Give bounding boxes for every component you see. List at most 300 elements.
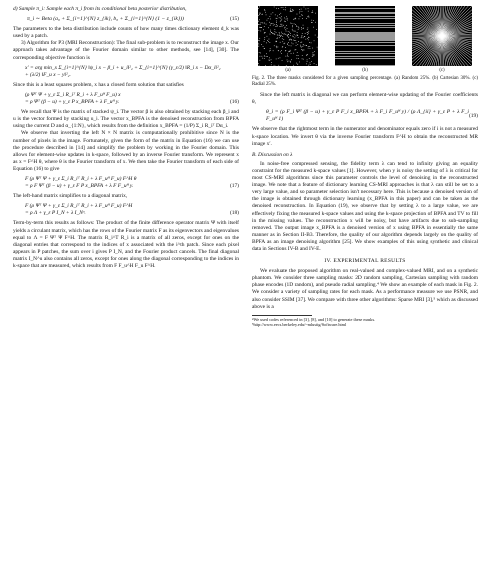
random-sample-dot bbox=[316, 64, 317, 65]
random-sample-dot bbox=[314, 51, 315, 52]
random-sample-dot bbox=[288, 36, 289, 37]
random-sample-dot bbox=[304, 36, 305, 37]
random-sample-dot bbox=[292, 11, 293, 12]
random-sample-dot bbox=[286, 16, 287, 17]
random-sample-dot bbox=[307, 34, 308, 35]
random-sample-dot bbox=[306, 55, 307, 56]
random-sample-dot bbox=[295, 40, 296, 41]
random-sample-dot bbox=[262, 23, 263, 24]
random-sample-dot bbox=[280, 42, 281, 43]
equation-18-line2: = ρ Λ + γ_ε P I_N + λ I_Nᵘ. bbox=[25, 210, 86, 217]
random-sample-dot bbox=[305, 33, 306, 34]
random-sample-dot bbox=[259, 38, 260, 39]
random-sample-dot bbox=[308, 40, 309, 41]
random-sample-dot bbox=[308, 37, 309, 38]
random-sample-dot bbox=[281, 19, 282, 20]
random-sample-dot bbox=[278, 35, 279, 36]
random-sample-dot bbox=[289, 51, 290, 52]
random-sample-dot bbox=[270, 42, 271, 43]
random-sample-dot bbox=[301, 42, 302, 43]
mask-random-image bbox=[258, 6, 318, 66]
random-sample-dot bbox=[259, 13, 260, 14]
random-sample-dot bbox=[280, 24, 281, 25]
random-sample-dot bbox=[269, 58, 270, 59]
random-sample-dot bbox=[308, 46, 309, 47]
random-sample-dot bbox=[283, 25, 284, 26]
random-sample-dot bbox=[313, 55, 314, 56]
random-sample-dot bbox=[280, 21, 281, 22]
random-sample-dot bbox=[266, 43, 267, 44]
cartesian-sample-line bbox=[335, 16, 395, 17]
random-sample-dot bbox=[294, 31, 295, 32]
random-sample-dot bbox=[296, 45, 297, 46]
random-sample-dot bbox=[261, 27, 262, 28]
random-sample-dot bbox=[276, 22, 277, 23]
random-sample-dot bbox=[266, 15, 267, 16]
random-sample-dot bbox=[287, 61, 288, 62]
random-sample-dot bbox=[275, 29, 276, 30]
random-sample-dot bbox=[297, 26, 298, 27]
random-sample-dot bbox=[272, 33, 273, 34]
cartesian-sample-line bbox=[335, 53, 395, 54]
random-sample-dot bbox=[274, 65, 275, 66]
random-sample-dot bbox=[297, 44, 298, 45]
random-sample-dot bbox=[280, 13, 281, 14]
random-sample-dot bbox=[277, 18, 278, 19]
random-sample-dot bbox=[288, 51, 289, 52]
random-sample-dot bbox=[270, 19, 271, 20]
random-sample-dot bbox=[285, 34, 286, 35]
random-sample-dot bbox=[307, 54, 308, 55]
equation-objective-line1: x′ = arg min_x Σ_{i=1}^{N} ‖ψ_i x − β_i + u_i‖²₂ + Σ_{i=1}^{N} (γ_ε/2) ‖R_i x − Dα_i‖²₂ bbox=[25, 64, 221, 71]
random-sample-dot bbox=[302, 33, 303, 34]
random-sample-dot bbox=[267, 20, 268, 21]
random-sample-dot bbox=[301, 49, 302, 50]
random-sample-dot bbox=[285, 47, 286, 48]
random-sample-dot bbox=[271, 14, 272, 15]
random-sample-dot bbox=[290, 33, 291, 34]
random-sample-dot bbox=[292, 27, 293, 28]
random-sample-dot bbox=[261, 44, 262, 45]
random-sample-dot bbox=[275, 31, 276, 32]
random-sample-dot bbox=[297, 52, 298, 53]
random-sample-dot bbox=[275, 34, 276, 35]
random-sample-dot bbox=[295, 24, 296, 25]
random-sample-dot bbox=[309, 46, 310, 47]
left-column bbox=[13, 6, 239, 270]
random-sample-dot bbox=[270, 31, 271, 32]
random-sample-dot bbox=[265, 10, 266, 11]
random-sample-dot bbox=[288, 31, 289, 32]
random-sample-dot bbox=[307, 61, 308, 62]
random-sample-dot bbox=[276, 46, 277, 47]
random-sample-dot bbox=[285, 29, 286, 30]
random-sample-dot bbox=[287, 18, 288, 19]
random-sample-dot bbox=[313, 52, 314, 53]
random-sample-dot bbox=[289, 45, 290, 46]
random-sample-dot bbox=[306, 18, 307, 19]
random-sample-dot bbox=[309, 42, 310, 43]
random-sample-dot bbox=[264, 37, 265, 38]
random-sample-dot bbox=[271, 65, 272, 66]
random-sample-dot bbox=[269, 51, 270, 52]
random-sample-dot bbox=[293, 30, 294, 31]
random-sample-dot bbox=[313, 54, 314, 55]
cartesian-sample-line bbox=[335, 33, 395, 34]
random-sample-dot bbox=[289, 61, 290, 62]
random-sample-dot bbox=[274, 7, 275, 8]
random-sample-dot bbox=[298, 29, 299, 30]
random-sample-dot bbox=[291, 53, 292, 54]
random-sample-dot bbox=[287, 35, 288, 36]
random-sample-dot bbox=[262, 14, 263, 15]
random-sample-dot bbox=[259, 7, 260, 8]
random-sample-dot bbox=[301, 37, 302, 38]
random-sample-dot bbox=[297, 64, 298, 65]
random-sample-dot bbox=[294, 34, 295, 35]
random-sample-dot bbox=[276, 24, 277, 25]
random-sample-dot bbox=[302, 59, 303, 60]
random-sample-dot bbox=[303, 59, 304, 60]
random-sample-dot bbox=[281, 26, 282, 27]
random-sample-dot bbox=[293, 65, 294, 66]
subsection-heading: B. Discussion on λ bbox=[252, 151, 293, 158]
random-sample-dot bbox=[276, 26, 277, 27]
random-sample-dot bbox=[301, 27, 302, 28]
random-sample-dot bbox=[280, 52, 281, 53]
random-sample-dot bbox=[275, 15, 276, 16]
random-sample-dot bbox=[306, 45, 307, 46]
equation-18 bbox=[13, 203, 239, 217]
random-sample-dot bbox=[314, 55, 315, 56]
random-sample-dot bbox=[314, 63, 315, 64]
paragraph-left-matrix: The left-hand matrix simplifies to a diagonal matrix, bbox=[13, 193, 128, 200]
random-sample-dot bbox=[307, 60, 308, 61]
random-sample-dot bbox=[264, 9, 265, 10]
random-sample-dot bbox=[264, 33, 265, 34]
random-sample-dot bbox=[289, 32, 290, 33]
random-sample-dot bbox=[258, 40, 259, 41]
random-sample-dot bbox=[296, 26, 297, 27]
random-sample-dot bbox=[284, 28, 285, 29]
random-sample-dot bbox=[307, 32, 308, 33]
random-sample-dot bbox=[274, 34, 275, 35]
random-sample-dot bbox=[266, 53, 267, 54]
random-sample-dot bbox=[307, 29, 308, 30]
random-sample-dot bbox=[297, 55, 298, 56]
random-sample-dot bbox=[270, 16, 271, 17]
random-sample-dot bbox=[302, 18, 303, 19]
cartesian-sample-line bbox=[335, 34, 395, 35]
random-sample-dot bbox=[267, 40, 268, 41]
random-sample-dot bbox=[285, 51, 286, 52]
equation-objective bbox=[13, 65, 239, 79]
random-sample-dot bbox=[269, 60, 270, 61]
random-sample-dot bbox=[259, 65, 260, 66]
cartesian-sample-line bbox=[335, 65, 395, 66]
random-sample-dot bbox=[282, 36, 283, 37]
random-sample-dot bbox=[260, 24, 261, 25]
random-sample-dot bbox=[282, 24, 283, 25]
random-sample-dot bbox=[280, 36, 281, 37]
random-sample-dot bbox=[284, 34, 285, 35]
random-sample-dot bbox=[314, 40, 315, 41]
random-sample-dot bbox=[313, 20, 314, 21]
random-sample-dot bbox=[276, 47, 277, 48]
random-sample-dot bbox=[294, 19, 295, 20]
random-sample-dot bbox=[278, 8, 279, 9]
equation-19-number: (19) bbox=[468, 112, 478, 119]
cartesian-sample-line bbox=[335, 13, 395, 14]
random-sample-dot bbox=[270, 34, 271, 35]
random-sample-dot bbox=[317, 47, 318, 48]
random-sample-dot bbox=[308, 11, 309, 12]
random-sample-dot bbox=[264, 48, 265, 49]
random-sample-dot bbox=[269, 39, 270, 40]
random-sample-dot bbox=[308, 48, 309, 49]
random-sample-dot bbox=[302, 50, 303, 51]
random-sample-dot bbox=[265, 12, 266, 13]
random-sample-dot bbox=[269, 60, 270, 61]
random-sample-dot bbox=[277, 38, 278, 39]
random-sample-dot bbox=[263, 29, 264, 30]
random-sample-dot bbox=[293, 40, 294, 41]
random-sample-dot bbox=[284, 18, 285, 19]
random-sample-dot bbox=[308, 31, 309, 32]
random-sample-dot bbox=[292, 25, 293, 26]
random-sample-dot bbox=[300, 46, 301, 47]
random-sample-dot bbox=[279, 37, 280, 38]
random-sample-dot bbox=[296, 43, 297, 44]
random-sample-dot bbox=[277, 16, 278, 17]
random-sample-dot bbox=[281, 32, 282, 33]
cartesian-sample-line bbox=[335, 25, 395, 26]
random-sample-dot bbox=[290, 10, 291, 11]
random-sample-dot bbox=[295, 31, 296, 32]
random-sample-dot bbox=[261, 27, 262, 28]
random-sample-dot bbox=[274, 45, 275, 46]
random-sample-dot bbox=[291, 43, 292, 44]
cartesian-sample-line bbox=[335, 18, 395, 19]
equation-15 bbox=[13, 16, 239, 23]
footnote-rule bbox=[252, 315, 312, 316]
cartesian-sample-line bbox=[335, 32, 395, 33]
random-sample-dot bbox=[306, 9, 307, 10]
random-sample-dot bbox=[288, 42, 289, 43]
random-sample-dot bbox=[296, 63, 297, 64]
random-sample-dot bbox=[295, 19, 296, 20]
random-sample-dot bbox=[260, 53, 261, 54]
figure-masks bbox=[258, 6, 472, 66]
random-sample-dot bbox=[315, 13, 316, 14]
equation-16-line2: = ρ Ψᵀ (β − u) + γ_ε P x_BPFA + λ F_uᴴ y. bbox=[25, 99, 120, 106]
random-sample-dot bbox=[295, 50, 296, 51]
equation-16 bbox=[13, 92, 239, 106]
random-sample-dot bbox=[297, 35, 298, 36]
random-sample-dot bbox=[310, 48, 311, 49]
paragraph-term-by-term: Term-by-term this results as follows: The product of the finite difference operator matrix Ψ with itself yields a circulant matrix, which has the rows of the Fourier matrix F as its eigenvectors and eigenvalues equal to Λ = F Ψᵀ Ψ F^H. The matrix R_i^T R_i is a matrix of all zeros, except for ones on the diagonal entries that correspond to the indices of x associated with the i^th patch. Since each pixel appears in P patches, the sum over i gives P I_N, and the Fourier product cancels. The final diagonal matrix I_N^u also contains all zeros, except for ones along the diagonal corresponding to the indices in k-space that are measured, which results from F F_u^H F_u F^H. bbox=[13, 220, 239, 269]
equation-17 bbox=[13, 176, 239, 190]
random-sample-dot bbox=[299, 9, 300, 10]
random-sample-dot bbox=[301, 47, 302, 48]
random-sample-dot bbox=[302, 35, 303, 36]
random-sample-dot bbox=[311, 43, 312, 44]
random-sample-dot bbox=[296, 36, 297, 37]
random-sample-dot bbox=[290, 23, 291, 24]
random-sample-dot bbox=[292, 36, 293, 37]
random-sample-dot bbox=[316, 29, 317, 30]
random-sample-dot bbox=[297, 35, 298, 36]
random-sample-dot bbox=[280, 26, 281, 27]
random-sample-dot bbox=[306, 39, 307, 40]
random-sample-dot bbox=[260, 60, 261, 61]
random-sample-dot bbox=[285, 27, 286, 28]
random-sample-dot bbox=[287, 20, 288, 21]
random-sample-dot bbox=[290, 62, 291, 63]
cartesian-sample-line bbox=[335, 56, 395, 57]
random-sample-dot bbox=[302, 15, 303, 16]
random-sample-dot bbox=[273, 12, 274, 13]
cartesian-sample-line bbox=[335, 35, 395, 36]
mask-radial-svg bbox=[412, 6, 472, 66]
random-sample-dot bbox=[291, 46, 292, 47]
random-sample-dot bbox=[301, 9, 302, 10]
random-sample-dot bbox=[259, 14, 260, 15]
random-sample-dot bbox=[297, 32, 298, 33]
random-sample-dot bbox=[258, 24, 259, 25]
random-sample-dot bbox=[278, 47, 279, 48]
random-sample-dot bbox=[308, 28, 309, 29]
cartesian-sample-line bbox=[335, 37, 395, 38]
random-sample-dot bbox=[286, 56, 287, 57]
random-sample-dot bbox=[279, 34, 280, 35]
random-sample-dot bbox=[301, 37, 302, 38]
random-sample-dot bbox=[287, 60, 288, 61]
random-sample-dot bbox=[270, 25, 271, 26]
random-sample-dot bbox=[309, 37, 310, 38]
random-sample-dot bbox=[270, 48, 271, 49]
random-sample-dot bbox=[303, 44, 304, 45]
random-sample-dot bbox=[282, 33, 283, 34]
random-sample-dot bbox=[268, 18, 269, 19]
random-sample-dot bbox=[260, 13, 261, 14]
cartesian-sample-line bbox=[335, 38, 395, 39]
random-sample-dot bbox=[281, 53, 282, 54]
random-sample-dot bbox=[277, 26, 278, 27]
random-sample-dot bbox=[312, 48, 313, 49]
random-sample-dot bbox=[303, 25, 304, 26]
random-sample-dot bbox=[259, 40, 260, 41]
random-sample-dot bbox=[286, 65, 287, 66]
random-sample-dot bbox=[311, 22, 312, 23]
cartesian-sample-line bbox=[335, 12, 395, 13]
random-sample-dot bbox=[289, 40, 290, 41]
random-sample-dot bbox=[285, 7, 286, 8]
random-sample-dot bbox=[259, 45, 260, 46]
random-sample-dot bbox=[273, 33, 274, 34]
random-sample-dot bbox=[311, 20, 312, 21]
random-sample-dot bbox=[291, 59, 292, 60]
random-sample-dot bbox=[291, 11, 292, 12]
cartesian-sample-line bbox=[335, 8, 395, 9]
random-sample-dot bbox=[296, 49, 297, 50]
random-sample-dot bbox=[264, 58, 265, 59]
random-sample-dot bbox=[267, 36, 268, 37]
random-sample-dot bbox=[273, 50, 274, 51]
random-sample-dot bbox=[309, 17, 310, 18]
random-sample-dot bbox=[299, 28, 300, 29]
random-sample-dot bbox=[286, 25, 287, 26]
random-sample-dot bbox=[276, 59, 277, 60]
section-heading: IV. EXPERIMENTAL RESULTS bbox=[324, 258, 406, 265]
paragraph-diagonal: Since the left matrix is diagonal we can perform element-wise updating of the Fourier coefficients θ, bbox=[252, 92, 478, 106]
random-sample-dot bbox=[303, 50, 304, 51]
random-sample-dot bbox=[288, 56, 289, 57]
random-sample-dot bbox=[277, 26, 278, 27]
paragraph-rightmost-term: We observe that the rightmost term in the numerator and denominator equals zero if i is not a measured k-space location. We invert θ via the inverse Fourier transform F^H to obtain the reconstructed MR image x′. bbox=[252, 126, 478, 147]
random-sample-dot bbox=[271, 23, 272, 24]
equation-19 bbox=[252, 109, 478, 123]
random-sample-dot bbox=[298, 27, 299, 28]
random-sample-dot bbox=[295, 38, 296, 39]
random-sample-dot bbox=[302, 11, 303, 12]
footnote-4: ⁴We used codes referenced in [3], [8], and [10] to generate these masks. bbox=[252, 316, 376, 322]
random-sample-dot bbox=[276, 8, 277, 9]
random-sample-dot bbox=[271, 32, 272, 33]
random-sample-dot bbox=[276, 32, 277, 33]
random-sample-dot bbox=[258, 43, 259, 44]
random-sample-dot bbox=[281, 16, 282, 17]
random-sample-dot bbox=[268, 41, 269, 42]
figure-label-c: (c) bbox=[439, 68, 445, 73]
random-sample-dot bbox=[312, 56, 313, 57]
random-sample-dot bbox=[294, 24, 295, 25]
random-sample-dot bbox=[309, 58, 310, 59]
cartesian-sample-line bbox=[335, 40, 395, 41]
random-sample-dot bbox=[284, 21, 285, 22]
random-sample-dot bbox=[299, 13, 300, 14]
random-sample-dot bbox=[290, 50, 291, 51]
random-sample-dot bbox=[292, 11, 293, 12]
equation-objective-line2: + (λ/2) ‖F_u x − y‖²₂. bbox=[25, 71, 71, 78]
equation-18-number: (18) bbox=[229, 210, 239, 217]
random-sample-dot bbox=[312, 12, 313, 13]
random-sample-dot bbox=[300, 11, 301, 12]
random-sample-dot bbox=[259, 30, 260, 31]
random-sample-dot bbox=[260, 31, 261, 32]
random-sample-dot bbox=[266, 24, 267, 25]
random-sample-dot bbox=[301, 15, 302, 16]
random-sample-dot bbox=[288, 37, 289, 38]
random-sample-dot bbox=[298, 55, 299, 56]
random-sample-dot bbox=[284, 43, 285, 44]
random-sample-dot bbox=[274, 24, 275, 25]
random-sample-dot bbox=[264, 26, 265, 27]
random-sample-dot bbox=[279, 17, 280, 18]
random-sample-dot bbox=[276, 21, 277, 22]
random-sample-dot bbox=[283, 7, 284, 8]
random-sample-dot bbox=[271, 62, 272, 63]
random-sample-dot bbox=[313, 27, 314, 28]
random-sample-dot bbox=[294, 40, 295, 41]
random-sample-dot bbox=[285, 21, 286, 22]
random-sample-dot bbox=[315, 35, 316, 36]
equation-19-body: θ_i = (ρ F_i Ψᵀ (β − u) + γ_ε P F_i x_BPFA + λ F_i F_uᴴ y) / (ρ Λ_{ii} + γ_ε P + λ F_i F_uᴴ 1) bbox=[266, 109, 469, 123]
random-sample-dot bbox=[305, 45, 306, 46]
equation-16-number: (16) bbox=[229, 99, 239, 106]
paragraph-least-squares: Since this is a least squares problem, x has a closed form solution that satisfies bbox=[13, 81, 184, 88]
random-sample-dot bbox=[299, 62, 300, 63]
